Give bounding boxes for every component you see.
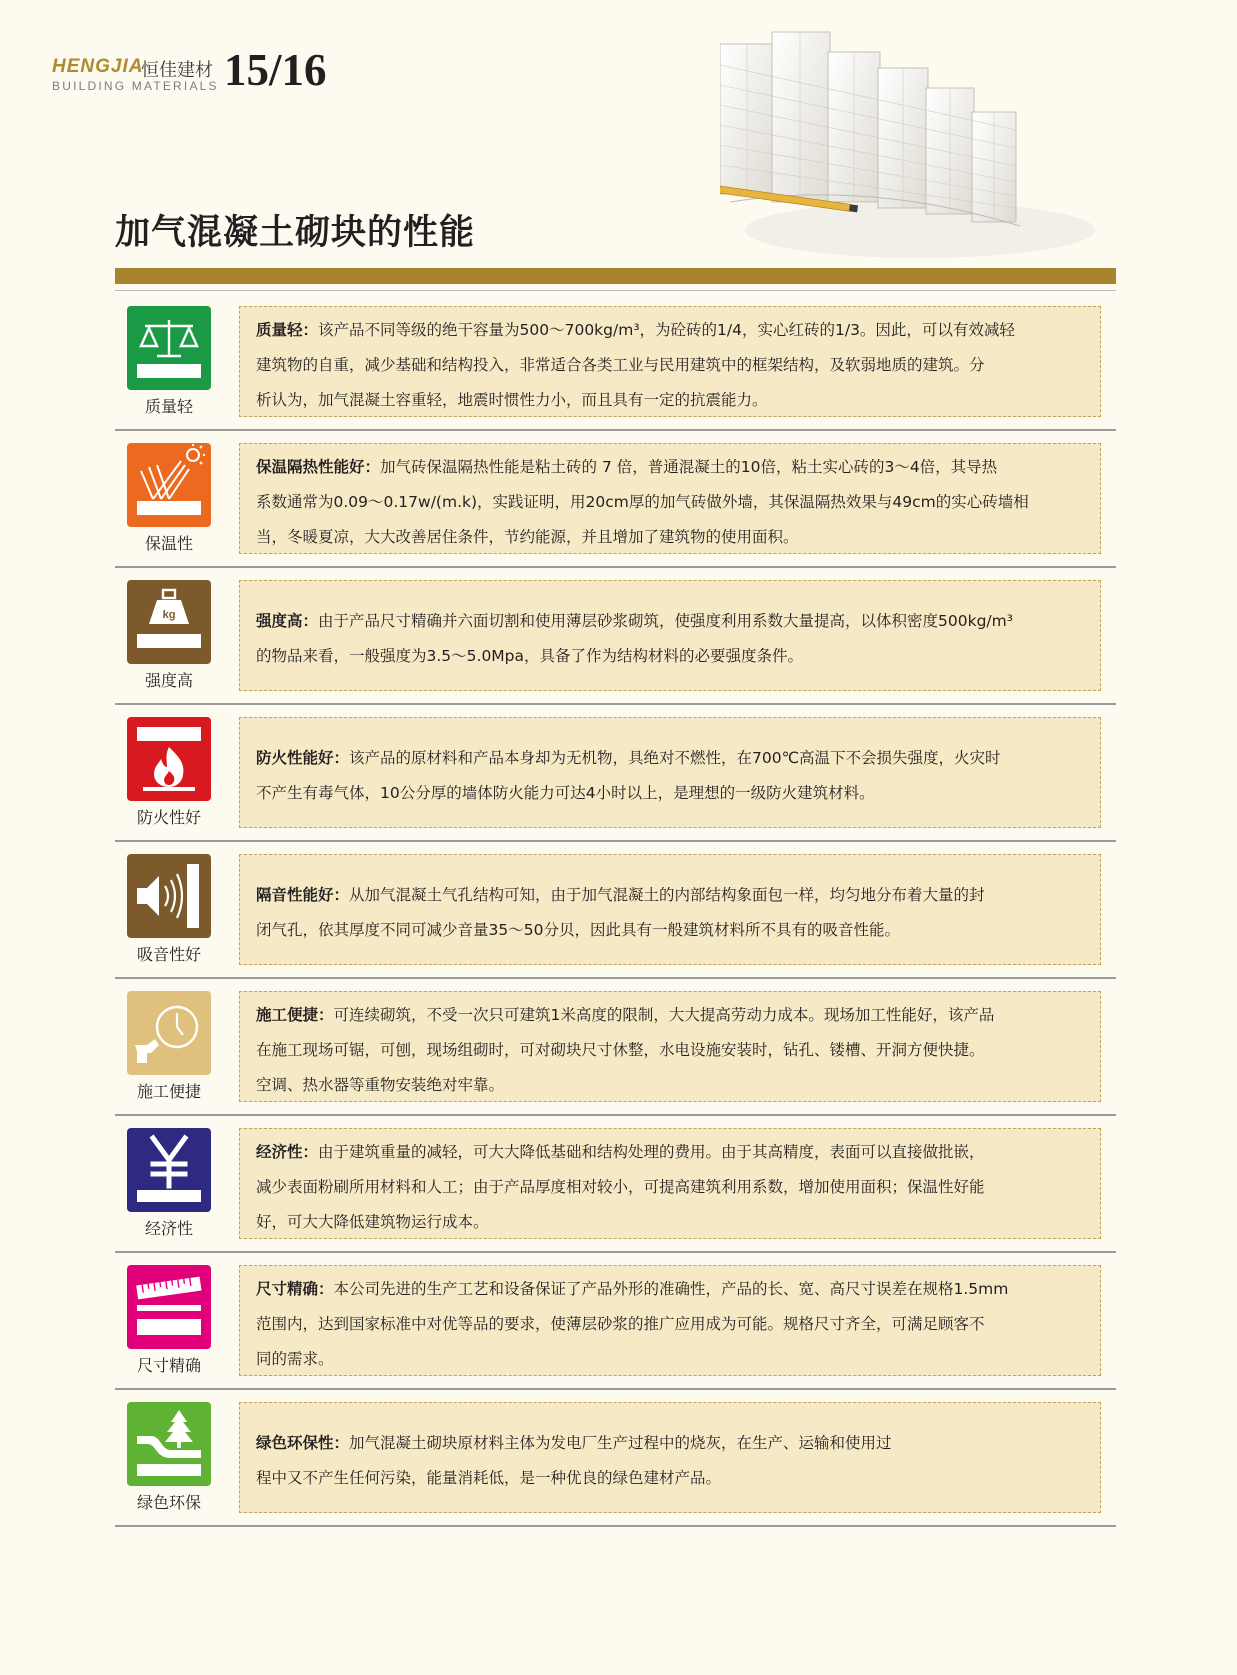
- title-underline: [115, 290, 1116, 291]
- row-separator: [115, 1525, 1116, 1527]
- icon-label: 防火性好: [136, 808, 201, 827]
- feature-lead: 质量轻：: [256, 321, 319, 339]
- icon-label: 施工便捷: [136, 1082, 201, 1101]
- speaker-icon: [127, 854, 211, 938]
- feature-text-line: 该产品的原材料和产品本身却为无机物，具绝对不燃性，在700℃高温下不会损失强度，火灾时: [349, 749, 1001, 767]
- feature-lead: 防火性能好：: [256, 749, 350, 767]
- feature-lead: 绿色环保性：: [256, 1434, 350, 1452]
- feature-description: [239, 1265, 1101, 1376]
- feature-text-line: 好，可大大降低建筑物运行成本。: [256, 1213, 489, 1231]
- feature-row-precision: [115, 1253, 1116, 1390]
- feature-row-sound: [115, 842, 1116, 979]
- icon-label: 吸音性好: [136, 945, 201, 964]
- icon-label: 强度高: [144, 671, 193, 690]
- feature-text-line: 析认为，加气混凝土容重轻，地震时惯性力小，而且具有一定的抗震能力。: [256, 391, 768, 409]
- icon-label: 绿色环保: [136, 1493, 201, 1512]
- ruler-icon: [127, 1265, 211, 1349]
- feature-row-construction: [115, 979, 1116, 1116]
- brand-subtitle: BUILDING MATERIALS: [52, 79, 219, 93]
- feature-row-fire: [115, 705, 1116, 842]
- feature-text-line: 加气混凝土砌块原材料主体为发电厂生产过程中的烧灰，在生产、运输和使用过: [349, 1434, 892, 1452]
- feature-text-line: 由于产品尺寸精确并六面切割和使用薄层砂浆砌筑，使强度利用系数大量提高，以体积密度500kg/m³: [318, 612, 1013, 630]
- icon-label: 保温性: [144, 534, 193, 553]
- feature-description: [239, 306, 1101, 417]
- feature-description: [239, 991, 1101, 1102]
- feature-text-line: 范围内，达到国家标准中对优等品的要求，使薄层砂浆的推广应用成为可能。规格尺寸齐全，可满足顾客不: [256, 1315, 985, 1333]
- feature-description: [239, 1128, 1101, 1239]
- page-number: 15/16: [224, 45, 327, 95]
- building-sketch-illustration: [720, 30, 1100, 260]
- tree-road-icon: [127, 1402, 211, 1486]
- brand-logo-en: HENGJIA: [52, 56, 144, 77]
- feature-text-line: 在施工现场可锯，可刨，现场组砌时，可对砌块尺寸休整，水电设施安装时，钻孔、镂槽、开洞方便快捷。: [256, 1041, 985, 1059]
- feature-text-line: 空调、热水器等重物安装绝对牢靠。: [256, 1076, 505, 1094]
- icon-label: 质量轻: [144, 397, 193, 416]
- page-title: 加气混凝土砌块的性能: [115, 213, 476, 253]
- feature-text-line: 系数通常为0.09～0.17w/(m.k)，实践证明，用20cm厚的加气砖做外墙，其保温隔热效果与49cm的实心砖墙相: [256, 493, 1029, 511]
- icon-label: 尺寸精确: [136, 1356, 201, 1375]
- feature-text-line: 不产生有毒气体，10公分厚的墙体防火能力可达4小时以上，是理想的一级防火建筑材料。: [256, 784, 875, 802]
- feature-row-strength: [115, 568, 1116, 705]
- svg-text:kg: kg: [162, 609, 176, 621]
- weight-icon: [127, 580, 211, 664]
- feature-lead: 施工便捷：: [256, 1006, 334, 1024]
- feature-row-light-weight: [115, 294, 1116, 431]
- feature-row-economy: [115, 1116, 1116, 1253]
- feature-description: [239, 854, 1101, 965]
- feature-description: [239, 1402, 1101, 1513]
- clock-icon: [127, 991, 211, 1075]
- feature-text-line: 从加气混凝土气孔结构可知，由于加气混凝土的内部结构象面包一样，均匀地分布着大量的封: [349, 886, 985, 904]
- scale-icon: [127, 306, 211, 390]
- sun-reflect-icon: [127, 443, 211, 527]
- yen-icon: [127, 1128, 211, 1212]
- feature-description: [239, 580, 1101, 691]
- feature-text-line: 可连续砌筑，不受一次只可建筑1米高度的限制，大大提高劳动力成本。现场加工性能好，该产品: [333, 1006, 995, 1024]
- icon-label: 经济性: [144, 1219, 193, 1238]
- feature-text-line: 程中又不产生任何污染，能量消耗低，是一种优良的绿色建材产品。: [256, 1469, 722, 1487]
- feature-text-line: 建筑物的自重，减少基础和结构投入，非常适合各类工业与民用建筑中的框架结构，及软弱地质的建筑。分: [256, 356, 985, 374]
- feature-row-green: [115, 1390, 1116, 1527]
- feature-text-line: 减少表面粉刷所用材料和人工；由于产品厚度相对较小，可提高建筑利用系数，增加使用面积；保温性好能: [256, 1178, 985, 1196]
- feature-description: [239, 717, 1101, 828]
- feature-description: [239, 443, 1101, 554]
- feature-text-line: 同的需求。: [256, 1350, 334, 1368]
- feature-text-line: 由于建筑重量的减轻，可大大降低基础和结构处理的费用。由于其高精度，表面可以直接做批嵌，: [318, 1143, 985, 1161]
- feature-text-line: 的物品来看，一般强度为3.5～5.0Mpa，具备了作为结构材料的必要强度条件。: [256, 647, 804, 665]
- feature-lead: 尺寸精确：: [256, 1280, 334, 1298]
- feature-text-line: 该产品不同等级的绝干容量为500～700kg/m³，为砼砖的1/4，实心红砖的1/3。因此，可以有效减轻: [318, 321, 1015, 339]
- feature-lead: 保温隔热性能好：: [256, 458, 381, 476]
- feature-text-line: 加气砖保温隔热性能是粘土砖的 7 倍，普通混凝土的10倍，粘土实心砖的3～4倍，其导热: [380, 458, 998, 476]
- feature-text-line: 本公司先进的生产工艺和设备保证了产品外形的准确性，产品的长、宽、高尺寸误差在规格1.5mm: [333, 1280, 1009, 1298]
- feature-row-insulation: [115, 431, 1116, 568]
- feature-text-line: 当，冬暖夏凉，大大改善居住条件，节约能源，并且增加了建筑物的使用面积。: [256, 528, 799, 546]
- brand-logo-cn: 恒佳建材: [141, 60, 213, 81]
- feature-lead: 隔音性能好：: [256, 886, 350, 904]
- feature-lead: 强度高：: [256, 612, 319, 630]
- feature-lead: 经济性：: [256, 1143, 319, 1161]
- feature-text-line: 闭气孔，依其厚度不同可减少音量35～50分贝，因此具有一般建筑材料所不具有的吸音性能。: [256, 921, 900, 939]
- flame-icon: [127, 717, 211, 801]
- title-bar: [115, 268, 1116, 284]
